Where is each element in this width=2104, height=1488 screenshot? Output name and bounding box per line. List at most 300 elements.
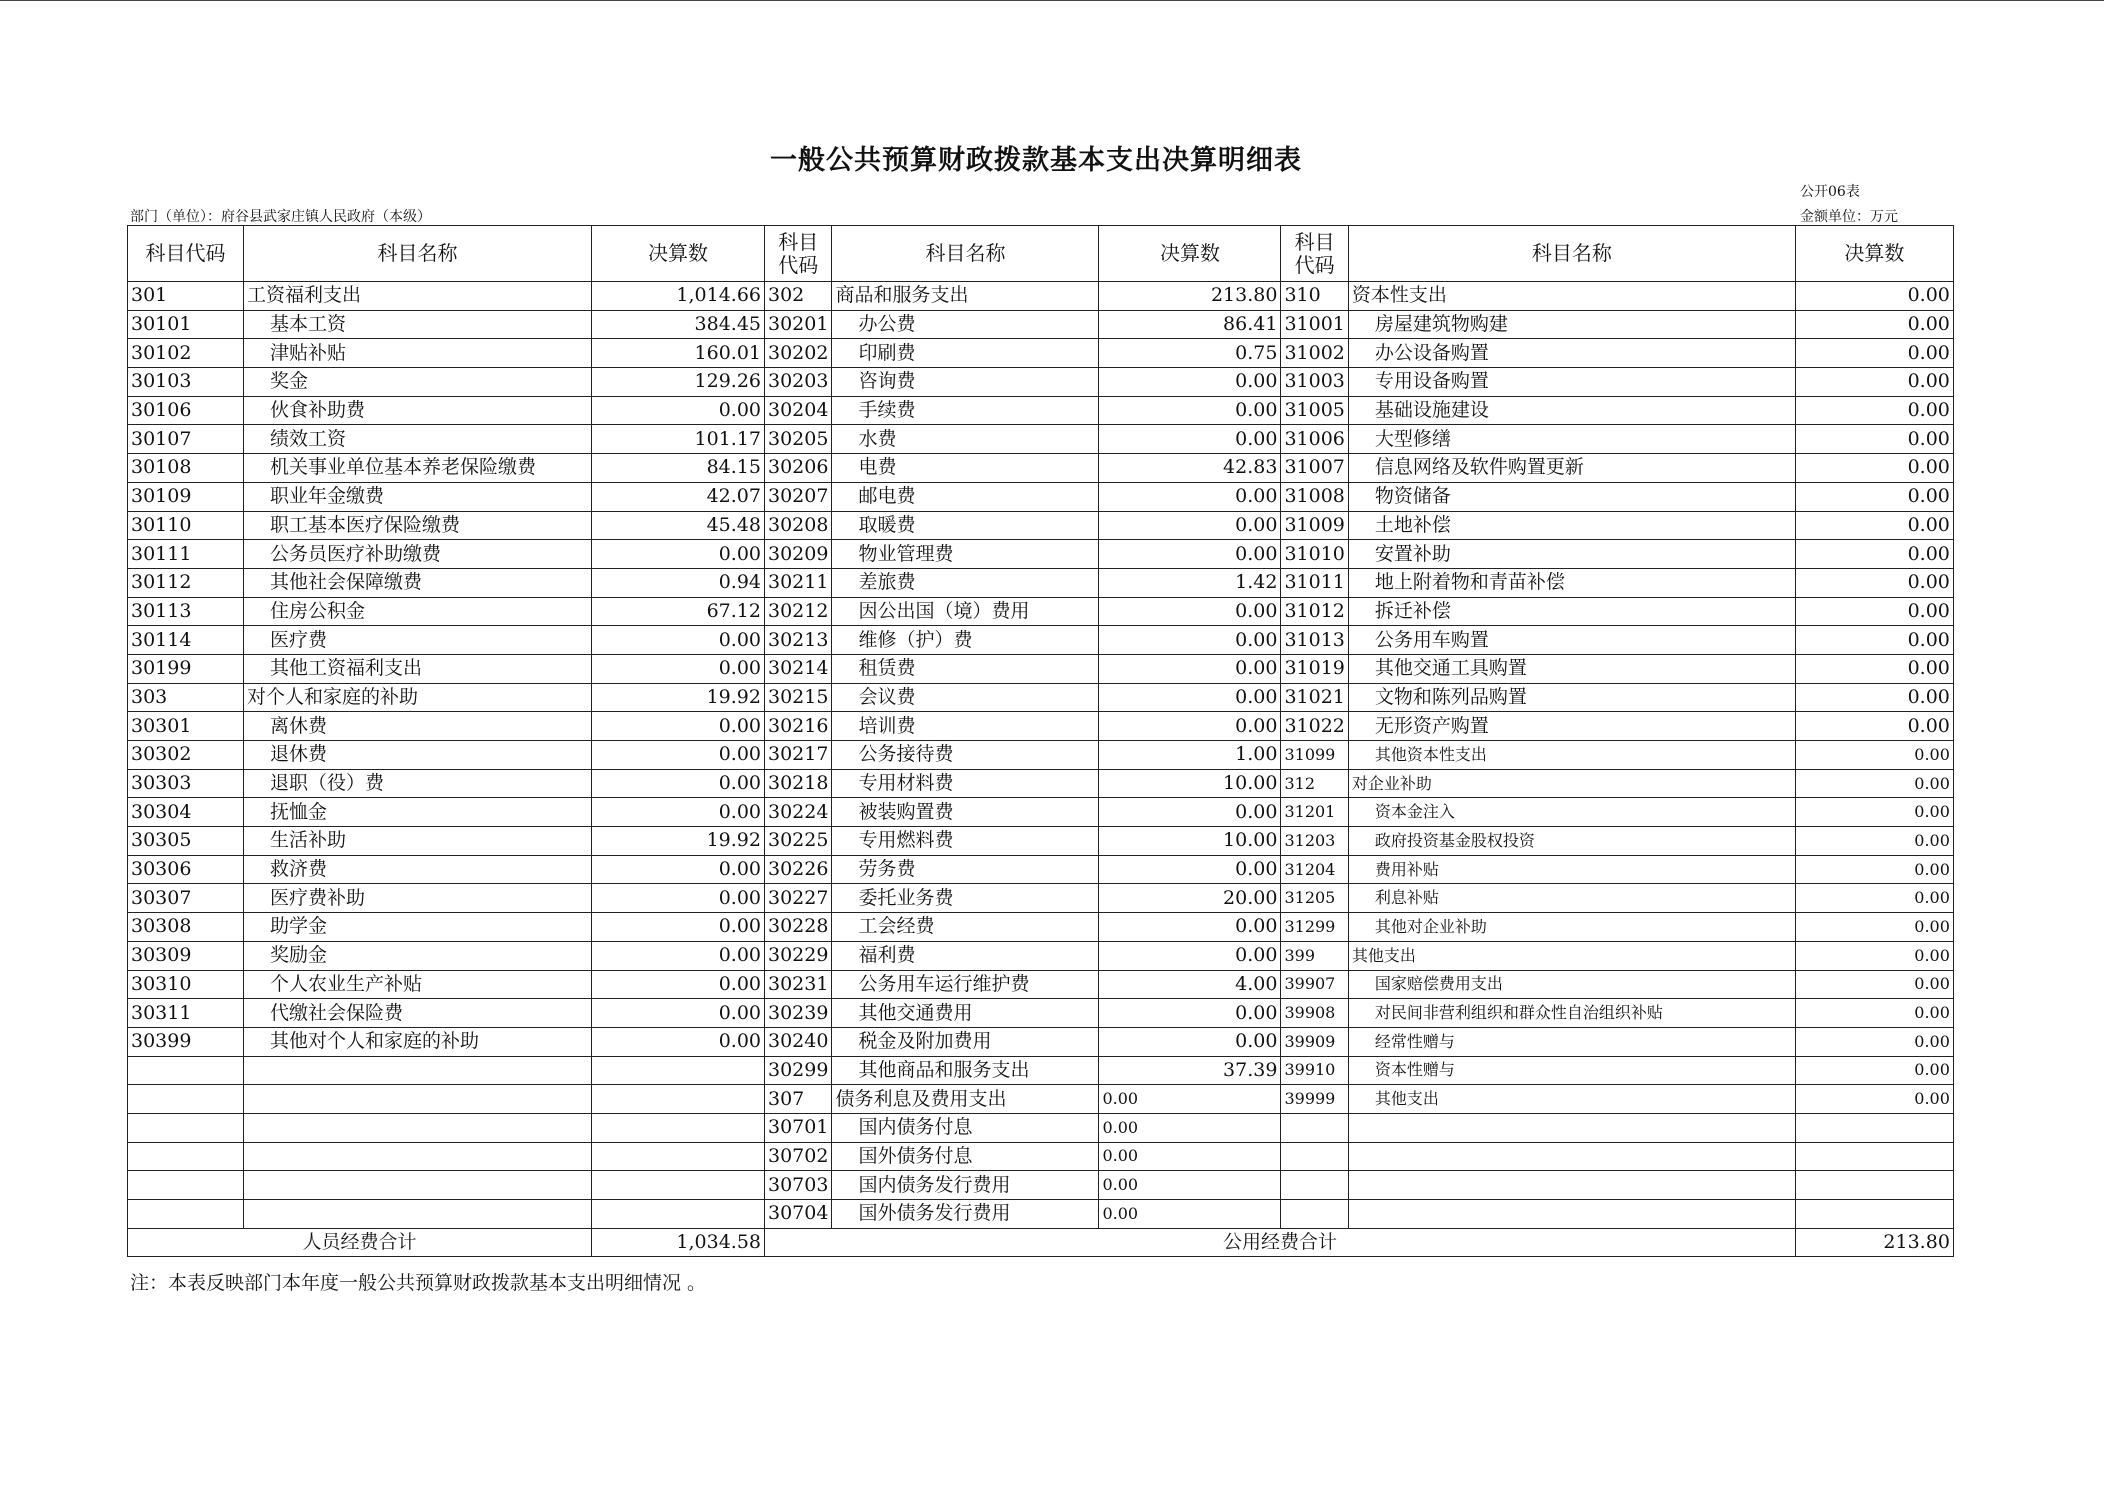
table-row (128, 396, 1954, 425)
cell-name-2: 培训费 (832, 712, 1099, 741)
cell-code-3 (1281, 1200, 1348, 1229)
cell-code-3: 31010 (1281, 540, 1348, 569)
table-row (128, 1113, 1954, 1142)
cell-amount-3: 0.00 (1795, 511, 1953, 540)
cell-amount-1: 101.17 (592, 425, 765, 454)
cell-code-3: 310 (1281, 282, 1348, 311)
header-code-1: 科目代码 (128, 226, 244, 282)
cell-name-3: 办公设备购置 (1348, 339, 1795, 368)
cell-name-2: 手续费 (832, 396, 1099, 425)
table-row (128, 425, 1954, 454)
cell-code-1: 30310 (128, 970, 244, 999)
cell-code-2: 30213 (765, 626, 832, 655)
cell-name-2: 其他商品和服务支出 (832, 1056, 1099, 1085)
table-row (128, 798, 1954, 827)
cell-name-3: 文物和陈列品购置 (1348, 683, 1795, 712)
cell-amount-1: 19.92 (592, 683, 765, 712)
public-total-label: 公用经费合计 (765, 1228, 1796, 1257)
cell-name-3 (1348, 1171, 1795, 1200)
cell-amount-3 (1795, 1171, 1953, 1200)
header-name-3: 科目名称 (1348, 226, 1795, 282)
cell-code-3: 31002 (1281, 339, 1348, 368)
header-amount-2: 决算数 (1099, 226, 1281, 282)
cell-amount-1: 0.00 (592, 769, 765, 798)
cell-code-2: 30212 (765, 597, 832, 626)
cell-code-3: 31203 (1281, 827, 1348, 856)
cell-code-2: 30224 (765, 798, 832, 827)
cell-code-2: 30703 (765, 1171, 832, 1200)
header-amount-1: 决算数 (592, 226, 765, 282)
table-row (128, 568, 1954, 597)
cell-name-1: 其他社会保障缴费 (244, 568, 592, 597)
cell-name-3: 其他交通工具购置 (1348, 654, 1795, 683)
cell-amount-1 (592, 1142, 765, 1171)
cell-code-3: 39907 (1281, 970, 1348, 999)
cell-name-2: 被装购置费 (832, 798, 1099, 827)
cell-name-1 (244, 1200, 592, 1229)
cell-amount-3: 0.00 (1795, 568, 1953, 597)
cell-name-2: 因公出国（境）费用 (832, 597, 1099, 626)
cell-code-2: 30229 (765, 941, 832, 970)
cell-code-3 (1281, 1171, 1348, 1200)
cell-name-3: 其他支出 (1348, 941, 1795, 970)
cell-name-2: 商品和服务支出 (832, 282, 1099, 311)
cell-name-1: 公务员医疗补助缴费 (244, 540, 592, 569)
cell-code-3: 31009 (1281, 511, 1348, 540)
cell-code-3: 31003 (1281, 368, 1348, 397)
cell-amount-1: 1,014.66 (592, 282, 765, 311)
cell-name-2: 咨询费 (832, 368, 1099, 397)
cell-amount-1 (592, 1085, 765, 1114)
cell-amount-3: 0.00 (1795, 1085, 1953, 1114)
cell-code-1 (128, 1056, 244, 1085)
cell-name-1 (244, 1171, 592, 1200)
cell-code-1: 30199 (128, 654, 244, 683)
cell-name-2: 取暖费 (832, 511, 1099, 540)
cell-name-1: 绩效工资 (244, 425, 592, 454)
table-row (128, 482, 1954, 511)
cell-amount-1: 384.45 (592, 310, 765, 339)
cell-name-1: 工资福利支出 (244, 282, 592, 311)
header-name-2: 科目名称 (832, 226, 1099, 282)
cell-code-3: 31019 (1281, 654, 1348, 683)
cell-amount-3: 0.00 (1795, 597, 1953, 626)
cell-code-1 (128, 1113, 244, 1142)
cell-name-2: 电费 (832, 454, 1099, 483)
cell-code-2: 30299 (765, 1056, 832, 1085)
cell-code-2: 30226 (765, 855, 832, 884)
cell-code-2: 302 (765, 282, 832, 311)
cell-name-3: 费用补贴 (1348, 855, 1795, 884)
cell-amount-1: 45.48 (592, 511, 765, 540)
cell-amount-2: 1.00 (1099, 741, 1281, 770)
cell-code-1 (128, 1142, 244, 1171)
cell-amount-2: 0.00 (1099, 913, 1281, 942)
cell-amount-3: 0.00 (1795, 368, 1953, 397)
cell-name-2: 专用材料费 (832, 769, 1099, 798)
cell-name-2: 其他交通费用 (832, 999, 1099, 1028)
cell-code-1: 30108 (128, 454, 244, 483)
table-row (128, 597, 1954, 626)
cell-amount-2: 4.00 (1099, 970, 1281, 999)
cell-amount-2: 0.00 (1099, 1027, 1281, 1056)
cell-name-3: 信息网络及软件购置更新 (1348, 454, 1795, 483)
cell-name-3: 国家赔偿费用支出 (1348, 970, 1795, 999)
table-row (128, 769, 1954, 798)
table-row (128, 310, 1954, 339)
cell-code-3 (1281, 1113, 1348, 1142)
cell-amount-1: 0.00 (592, 999, 765, 1028)
table-row (128, 511, 1954, 540)
table-row (128, 941, 1954, 970)
cell-code-1 (128, 1085, 244, 1114)
cell-amount-3: 0.00 (1795, 626, 1953, 655)
cell-code-1: 30311 (128, 999, 244, 1028)
table-row (128, 827, 1954, 856)
cell-code-2: 30231 (765, 970, 832, 999)
cell-code-1: 30303 (128, 769, 244, 798)
cell-amount-2: 10.00 (1099, 769, 1281, 798)
cell-name-3: 其他支出 (1348, 1085, 1795, 1114)
cell-name-3: 经常性赠与 (1348, 1027, 1795, 1056)
cell-name-1: 职业年金缴费 (244, 482, 592, 511)
cell-name-1: 其他对个人和家庭的补助 (244, 1027, 592, 1056)
table-row (128, 282, 1954, 311)
cell-amount-3: 0.00 (1795, 396, 1953, 425)
cell-amount-2: 0.00 (1099, 626, 1281, 655)
cell-amount-1: 67.12 (592, 597, 765, 626)
cell-name-3: 土地补偿 (1348, 511, 1795, 540)
cell-amount-3: 0.00 (1795, 1056, 1953, 1085)
cell-code-1: 30302 (128, 741, 244, 770)
cell-code-2: 30225 (765, 827, 832, 856)
cell-code-2: 30211 (765, 568, 832, 597)
cell-code-1: 30308 (128, 913, 244, 942)
cell-code-2: 30240 (765, 1027, 832, 1056)
cell-code-1: 301 (128, 282, 244, 311)
cell-name-3 (1348, 1142, 1795, 1171)
cell-code-1: 30304 (128, 798, 244, 827)
table-row (128, 683, 1954, 712)
cell-amount-1: 160.01 (592, 339, 765, 368)
cell-name-1: 对个人和家庭的补助 (244, 683, 592, 712)
cell-code-2: 30201 (765, 310, 832, 339)
cell-amount-3: 0.00 (1795, 1027, 1953, 1056)
cell-amount-3: 0.00 (1795, 654, 1953, 683)
cell-name-2: 水费 (832, 425, 1099, 454)
cell-code-3: 39910 (1281, 1056, 1348, 1085)
cell-name-2: 工会经费 (832, 913, 1099, 942)
header-name-1: 科目名称 (244, 226, 592, 282)
cell-code-1: 30113 (128, 597, 244, 626)
cell-amount-2: 0.00 (1099, 798, 1281, 827)
cell-amount-1: 0.00 (592, 741, 765, 770)
table-row (128, 999, 1954, 1028)
cell-amount-2: 42.83 (1099, 454, 1281, 483)
cell-code-2: 30215 (765, 683, 832, 712)
cell-code-2: 30206 (765, 454, 832, 483)
cell-amount-2: 0.00 (1099, 999, 1281, 1028)
cell-amount-2: 0.00 (1099, 1171, 1281, 1200)
table-row (128, 712, 1954, 741)
cell-name-2: 福利费 (832, 941, 1099, 970)
cell-code-2: 30701 (765, 1113, 832, 1142)
cell-amount-1: 0.00 (592, 884, 765, 913)
table-row (128, 540, 1954, 569)
cell-code-3: 31001 (1281, 310, 1348, 339)
cell-name-1: 离休费 (244, 712, 592, 741)
cell-name-2: 税金及附加费用 (832, 1027, 1099, 1056)
top-border (0, 0, 2104, 1)
cell-name-3: 资本金注入 (1348, 798, 1795, 827)
cell-amount-1 (592, 1171, 765, 1200)
cell-amount-2: 37.39 (1099, 1056, 1281, 1085)
cell-code-1: 30102 (128, 339, 244, 368)
cell-name-3: 地上附着物和青苗补偿 (1348, 568, 1795, 597)
cell-name-2: 邮电费 (832, 482, 1099, 511)
cell-amount-3: 0.00 (1795, 482, 1953, 511)
cell-amount-3: 0.00 (1795, 941, 1953, 970)
cell-name-3: 拆迁补偿 (1348, 597, 1795, 626)
cell-name-3: 资本性赠与 (1348, 1056, 1795, 1085)
cell-name-2: 印刷费 (832, 339, 1099, 368)
cell-code-1: 30109 (128, 482, 244, 511)
cell-name-3: 其他对企业补助 (1348, 913, 1795, 942)
cell-name-1: 退职（役）费 (244, 769, 592, 798)
cell-name-1 (244, 1142, 592, 1171)
cell-code-1: 303 (128, 683, 244, 712)
cell-amount-2: 0.00 (1099, 855, 1281, 884)
cell-code-2: 30202 (765, 339, 832, 368)
cell-name-2: 专用燃料费 (832, 827, 1099, 856)
cell-amount-1: 0.00 (592, 913, 765, 942)
header-amount-3: 决算数 (1795, 226, 1953, 282)
table-row (128, 454, 1954, 483)
cell-amount-2: 0.00 (1099, 1142, 1281, 1171)
cell-amount-3: 0.00 (1795, 855, 1953, 884)
cell-name-1: 其他工资福利支出 (244, 654, 592, 683)
cell-code-1: 30111 (128, 540, 244, 569)
cell-code-3: 31299 (1281, 913, 1348, 942)
cell-amount-3: 0.00 (1795, 970, 1953, 999)
cell-name-3: 专用设备购置 (1348, 368, 1795, 397)
public-total-value: 213.80 (1795, 1228, 1953, 1257)
footnote: 注：本表反映部门本年度一般公共预算财政拨款基本支出明细情况 。 (130, 1272, 707, 1294)
table-row (128, 1142, 1954, 1171)
table-row (128, 741, 1954, 770)
cell-code-1: 30112 (128, 568, 244, 597)
cell-name-1: 基本工资 (244, 310, 592, 339)
cell-amount-1: 42.07 (592, 482, 765, 511)
cell-code-3: 31006 (1281, 425, 1348, 454)
cell-amount-2: 213.80 (1099, 282, 1281, 311)
cell-amount-3: 0.00 (1795, 540, 1953, 569)
cell-name-1: 退休费 (244, 741, 592, 770)
cell-name-2: 办公费 (832, 310, 1099, 339)
cell-code-3: 31005 (1281, 396, 1348, 425)
cell-name-1: 助学金 (244, 913, 592, 942)
cell-code-2: 30239 (765, 999, 832, 1028)
cell-amount-2: 10.00 (1099, 827, 1281, 856)
cell-name-1 (244, 1085, 592, 1114)
cell-code-3: 312 (1281, 769, 1348, 798)
cell-amount-3: 0.00 (1795, 999, 1953, 1028)
amount-unit-label: 金额单位：万元 (1800, 209, 1898, 225)
cell-amount-3: 0.00 (1795, 425, 1953, 454)
cell-name-1: 医疗费 (244, 626, 592, 655)
cell-amount-1: 0.00 (592, 396, 765, 425)
cell-name-2: 国外债务发行费用 (832, 1200, 1099, 1229)
cell-code-2: 30704 (765, 1200, 832, 1229)
cell-code-3: 31099 (1281, 741, 1348, 770)
cell-name-1: 伙食补助费 (244, 396, 592, 425)
cell-amount-2: 0.75 (1099, 339, 1281, 368)
cell-name-1: 机关事业单位基本养老保险缴费 (244, 454, 592, 483)
cell-code-2: 30217 (765, 741, 832, 770)
cell-amount-3: 0.00 (1795, 282, 1953, 311)
cell-amount-3: 0.00 (1795, 454, 1953, 483)
table-row (128, 884, 1954, 913)
cell-name-3 (1348, 1200, 1795, 1229)
cell-name-3: 其他资本性支出 (1348, 741, 1795, 770)
cell-name-1 (244, 1056, 592, 1085)
cell-code-3: 31013 (1281, 626, 1348, 655)
department-label: 部门（单位）：府谷县武家庄镇人民政府（本级） (130, 209, 431, 225)
cell-amount-2: 0.00 (1099, 597, 1281, 626)
cell-code-2: 30214 (765, 654, 832, 683)
table-row (128, 1056, 1954, 1085)
cell-name-3: 房屋建筑物购建 (1348, 310, 1795, 339)
cell-name-1: 奖金 (244, 368, 592, 397)
cell-name-2: 差旅费 (832, 568, 1099, 597)
cell-code-2: 307 (765, 1085, 832, 1114)
cell-code-2: 30207 (765, 482, 832, 511)
cell-code-1: 30114 (128, 626, 244, 655)
cell-code-1: 30309 (128, 941, 244, 970)
cell-name-2: 租赁费 (832, 654, 1099, 683)
cell-name-1: 救济费 (244, 855, 592, 884)
cell-code-2: 30227 (765, 884, 832, 913)
cell-name-2: 国外债务付息 (832, 1142, 1099, 1171)
cell-amount-2: 0.00 (1099, 1200, 1281, 1229)
table-row (128, 1027, 1954, 1056)
cell-name-1: 抚恤金 (244, 798, 592, 827)
cell-amount-3: 0.00 (1795, 712, 1953, 741)
cell-code-1: 30110 (128, 511, 244, 540)
personnel-total-label: 人员经费合计 (128, 1228, 592, 1257)
cell-amount-3: 0.00 (1795, 741, 1953, 770)
cell-name-1: 津贴补贴 (244, 339, 592, 368)
cell-amount-3 (1795, 1142, 1953, 1171)
page-title: 一般公共预算财政拨款基本支出决算明细表 (770, 145, 1302, 176)
cell-code-3: 31021 (1281, 683, 1348, 712)
cell-code-1: 30307 (128, 884, 244, 913)
cell-name-1: 个人农业生产补贴 (244, 970, 592, 999)
cell-name-2: 会议费 (832, 683, 1099, 712)
cell-name-2: 公务用车运行维护费 (832, 970, 1099, 999)
cell-name-1 (244, 1113, 592, 1142)
cell-amount-2: 86.41 (1099, 310, 1281, 339)
cell-amount-2: 0.00 (1099, 396, 1281, 425)
cell-code-3: 31008 (1281, 482, 1348, 511)
cell-amount-1: 84.15 (592, 454, 765, 483)
cell-code-1 (128, 1171, 244, 1200)
cell-name-3: 对民间非营利组织和群众性自治组织补贴 (1348, 999, 1795, 1028)
cell-amount-2: 0.00 (1099, 941, 1281, 970)
cell-amount-1: 0.94 (592, 568, 765, 597)
cell-code-1: 30399 (128, 1027, 244, 1056)
cell-amount-2: 0.00 (1099, 1085, 1281, 1114)
cell-name-3: 资本性支出 (1348, 282, 1795, 311)
cell-name-3: 利息补贴 (1348, 884, 1795, 913)
cell-amount-1: 0.00 (592, 855, 765, 884)
cell-code-1: 30101 (128, 310, 244, 339)
cell-code-2: 30209 (765, 540, 832, 569)
table-row (128, 626, 1954, 655)
cell-amount-1 (592, 1113, 765, 1142)
cell-amount-1: 0.00 (592, 941, 765, 970)
cell-amount-2: 0.00 (1099, 425, 1281, 454)
cell-amount-1: 0.00 (592, 970, 765, 999)
header-code-3: 科目代码 (1281, 226, 1348, 282)
cell-code-3: 31007 (1281, 454, 1348, 483)
cell-code-3: 39999 (1281, 1085, 1348, 1114)
table-number: 公开06表 (1800, 184, 1860, 200)
cell-name-1: 医疗费补助 (244, 884, 592, 913)
cell-name-3: 基础设施建设 (1348, 396, 1795, 425)
table-row (128, 970, 1954, 999)
cell-amount-2: 0.00 (1099, 540, 1281, 569)
cell-amount-3: 0.00 (1795, 339, 1953, 368)
cell-name-3 (1348, 1113, 1795, 1142)
cell-code-2: 30208 (765, 511, 832, 540)
cell-code-3: 31011 (1281, 568, 1348, 597)
cell-code-3: 399 (1281, 941, 1348, 970)
cell-code-1: 30106 (128, 396, 244, 425)
cell-code-3: 31012 (1281, 597, 1348, 626)
cell-name-2: 国内债务发行费用 (832, 1171, 1099, 1200)
cell-amount-3: 0.00 (1795, 913, 1953, 942)
cell-name-3: 安置补助 (1348, 540, 1795, 569)
cell-code-2: 30205 (765, 425, 832, 454)
expenditure-table (127, 225, 1954, 1257)
cell-name-3: 大型修缮 (1348, 425, 1795, 454)
cell-amount-3: 0.00 (1795, 827, 1953, 856)
cell-code-1: 30103 (128, 368, 244, 397)
cell-amount-3 (1795, 1113, 1953, 1142)
cell-name-2: 国内债务付息 (832, 1113, 1099, 1142)
cell-code-1: 30305 (128, 827, 244, 856)
cell-amount-1: 0.00 (592, 798, 765, 827)
table-header-row (128, 226, 1954, 282)
cell-amount-2: 0.00 (1099, 482, 1281, 511)
cell-amount-2: 1.42 (1099, 568, 1281, 597)
cell-amount-2: 0.00 (1099, 683, 1281, 712)
cell-amount-3: 0.00 (1795, 798, 1953, 827)
cell-name-2: 债务利息及费用支出 (832, 1085, 1099, 1114)
table-row (128, 855, 1954, 884)
cell-amount-1: 0.00 (592, 654, 765, 683)
cell-code-3 (1281, 1142, 1348, 1171)
cell-name-2: 公务接待费 (832, 741, 1099, 770)
cell-name-3: 物资储备 (1348, 482, 1795, 511)
cell-code-3: 39908 (1281, 999, 1348, 1028)
cell-amount-2: 0.00 (1099, 712, 1281, 741)
cell-amount-2: 20.00 (1099, 884, 1281, 913)
table-row (128, 1085, 1954, 1114)
cell-amount-1 (592, 1200, 765, 1229)
cell-code-1 (128, 1200, 244, 1229)
